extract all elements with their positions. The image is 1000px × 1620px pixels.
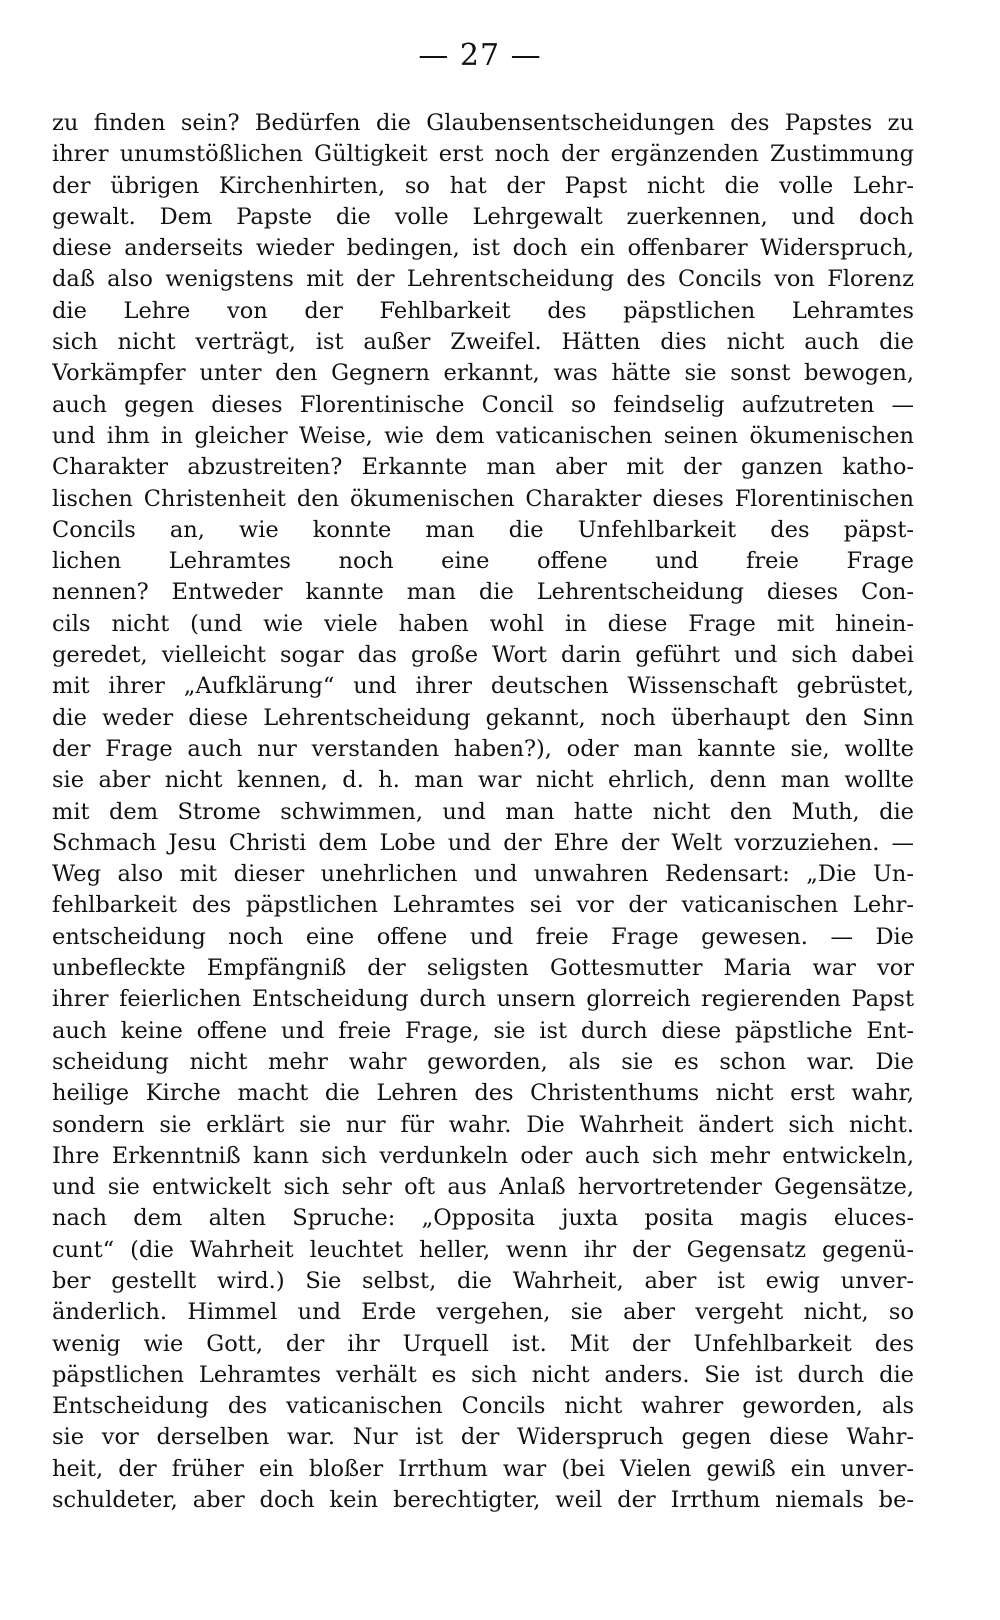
text-line: nach dem alten Spruche: „Opposita juxta posita magis eluces- (52, 1205, 914, 1232)
text-line: Charakter abzustreiten? Erkannte man aber mit der ganzen katho- (52, 454, 914, 481)
text-line: Vorkämpfer unter den Gegnern erkannt, was hätte sie sonst bewogen, (52, 360, 914, 387)
text-line: der Frage auch nur verstanden haben?), oder man kannte sie, wollte (52, 735, 914, 762)
text-line: mit dem Strome schwimmen, und man hatte nicht den Muth, die (52, 798, 914, 825)
text-line: fehlbarkeit des päpstlichen Lehramtes sei vor der vaticanischen Lehr- (52, 892, 914, 919)
text-line: die Lehre von der Fehlbarkeit des päpstlichen Lehramtes (52, 297, 914, 324)
text-line: auch keine offene und freie Frage, sie ist durch diese päpstliche Ent- (52, 1017, 914, 1044)
text-line: änderlich. Himmel und Erde vergehen, sie aber vergeht nicht, so (52, 1299, 914, 1326)
text-line: sie vor derselben war. Nur ist der Widerspruch gegen diese Wahr- (52, 1424, 914, 1451)
text-line: ihrer feierlichen Entscheidung durch unsern glorreich regierenden Papst (52, 986, 914, 1013)
text-line: Concils an, wie konnte man die Unfehlbarkeit des päpst- (52, 516, 914, 543)
text-line: lischen Christenheit den ökumenischen Charakter dieses Florentinischen (52, 485, 914, 512)
text-line: zu finden sein? Bedürfen die Glaubensentscheidungen des Papstes zu (52, 110, 914, 136)
text-line: Schmach Jesu Christi dem Lobe und der Ehre der Welt vorzuziehen. — (52, 829, 914, 856)
text-line: schuldeter, aber doch kein berechtigter, weil der Irrthum niemals be- (52, 1487, 914, 1514)
body-text (52, 108, 914, 1516)
text-line: der übrigen Kirchenhirten, so hat der Papst nicht die volle Lehr- (52, 172, 914, 199)
text-line: sich nicht verträgt, ist außer Zweifel. Hätten dies nicht auch die (52, 329, 914, 356)
text-line: päpstlichen Lehramtes verhält es sich nicht anders. Sie ist durch die (52, 1361, 914, 1388)
text-line: heilige Kirche macht die Lehren des Christenthums nicht erst wahr, (52, 1080, 914, 1107)
text-line: sondern sie erklärt sie nur für wahr. Die Wahrheit ändert sich nicht. (52, 1111, 914, 1138)
text-line: die weder diese Lehrentscheidung gekannt, noch überhaupt den Sinn (52, 704, 914, 731)
text-line: diese anderseits wieder bedingen, ist doch ein offenbarer Widerspruch, (52, 235, 914, 262)
text-line: unbefleckte Empfängniß der seligsten Gottesmutter Maria war vor (52, 955, 914, 982)
text-line: entscheidung noch eine offene und freie Frage gewesen. — Die (52, 923, 914, 950)
text-line: ihrer unumstößlichen Gültigkeit erst noch der ergänzenden Zustimmung (52, 141, 914, 168)
text-line: daß also wenigstens mit der Lehrentscheidung des Concils von Florenz (52, 266, 914, 293)
text-line: geredet, vielleicht sogar das große Wort darin geführt und sich dabei (52, 642, 914, 669)
text-line: sie aber nicht kennen, d. h. man war nicht ehrlich, denn man wollte (52, 767, 914, 794)
text-line: mit ihrer „Aufklärung“ und ihrer deutschen Wissenschaft gebrüstet, (52, 673, 914, 700)
text-line: cunt“ (die Wahrheit leuchtet heller, wenn ihr der Gegensatz gegenü- (52, 1236, 914, 1263)
page-number: — 27 — (418, 38, 542, 73)
text-line: heit, der früher ein bloßer Irrthum war (bei Vielen gewiß ein unver- (52, 1455, 914, 1482)
text-line: ber gestellt wird.) Sie selbst, die Wahrheit, aber ist ewig unver- (52, 1267, 914, 1294)
text-line: lichen Lehramtes noch eine offene und freie Frage (52, 548, 914, 575)
text-line: wenig wie Gott, der ihr Urquell ist. Mit der Unfehlbarkeit des (52, 1330, 914, 1357)
text-line: und sie entwickelt sich sehr oft aus Anlaß hervortretender Gegensätze, (52, 1174, 914, 1201)
text-line: Entscheidung des vaticanischen Concils nicht wahrer geworden, als (52, 1393, 914, 1420)
text-line: cils nicht (und wie viele haben wohl in diese Frage mit hinein- (52, 610, 914, 637)
text-line: nennen? Entweder kannte man die Lehrentscheidung dieses Con- (52, 579, 914, 606)
text-line: auch gegen dieses Florentinische Concil so feindselig aufzutreten — (52, 391, 914, 418)
text-line: gewalt. Dem Papste die volle Lehrgewalt zuerkennen, und doch (52, 203, 914, 230)
text-line: Ihre Erkenntniß kann sich verdunkeln oder auch sich mehr entwickeln, (52, 1142, 914, 1169)
text-line: Weg also mit dieser unehrlichen und unwahren Redensart: „Die Un- (52, 861, 914, 888)
text-line: scheidung nicht mehr wahr geworden, als sie es schon war. Die (52, 1048, 914, 1075)
text-line: und ihm in gleicher Weise, wie dem vaticanischen seinen ökumenischen (52, 422, 914, 449)
